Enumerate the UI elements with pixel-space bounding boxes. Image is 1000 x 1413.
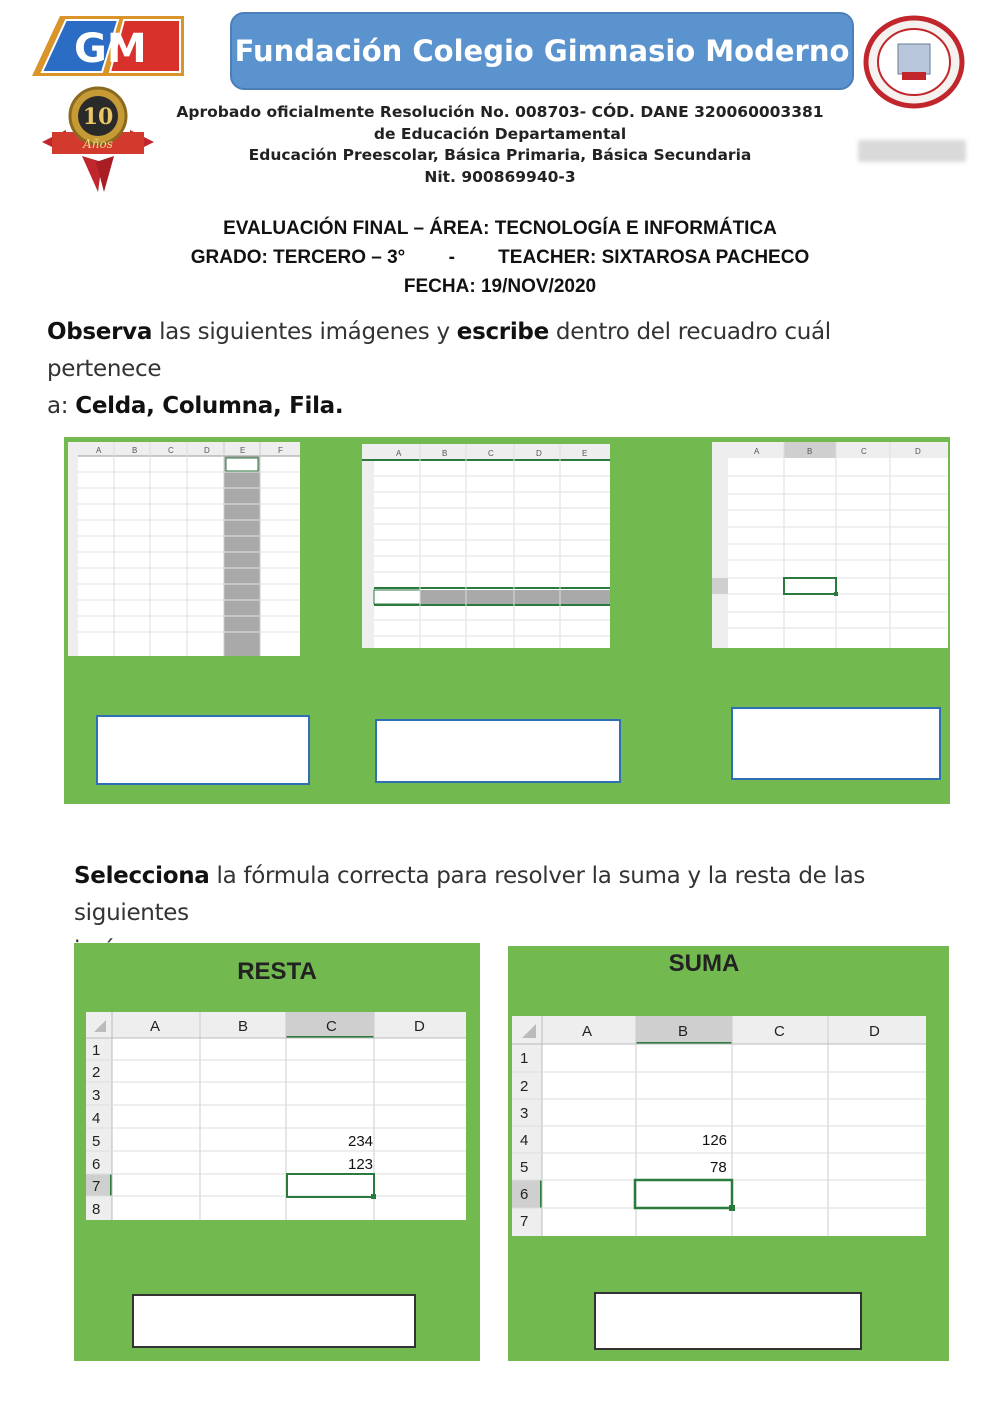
suma-spreadsheet [512, 1016, 926, 1236]
svg-text:B: B [132, 446, 138, 455]
svg-text:B: B [807, 447, 813, 456]
sheet-cell-example [712, 442, 948, 648]
svg-text:C: C [488, 449, 494, 458]
suma-row-5: 5 [520, 1159, 529, 1176]
resta-spreadsheet [86, 1012, 466, 1220]
svg-text:10: 10 [82, 104, 114, 130]
approval-line: Aprobado oficialmente Resolución No. 008703- CÓD. DANE 320060003381 [176, 103, 824, 121]
resta-answer-box[interactable] [132, 1294, 416, 1348]
anniversary-badge [42, 84, 154, 194]
resta-col-d: D [414, 1018, 425, 1035]
suma-row-7: 7 [520, 1213, 529, 1230]
svg-text:E: E [240, 446, 246, 455]
suma-row-4: 4 [520, 1132, 529, 1149]
grade-label: GRADO: TERCERO – 3° [190, 247, 406, 268]
suma-title: SUMA [668, 950, 740, 977]
school-logo [32, 14, 186, 76]
instruction-2: Selecciona la fórmula correcta para resolver la suma y la resta de las siguientes [74, 863, 866, 926]
svg-text:A: A [96, 446, 102, 455]
suma-col-a: A [582, 1023, 593, 1040]
approval-line: Educación Preescolar, Básica Primaria, Básica Secundaria [248, 146, 752, 164]
resta-row-6: 6 [92, 1156, 101, 1173]
svg-text:D: D [915, 447, 921, 456]
resta-row-4: 4 [92, 1110, 101, 1127]
evaluation-header [0, 214, 1000, 301]
resta-value-c6: 123 [348, 1156, 374, 1173]
svg-text:B: B [442, 449, 448, 458]
suma-row-1: 1 [520, 1050, 529, 1067]
sheet-row-example [362, 444, 610, 648]
resta-row-3: 3 [92, 1087, 101, 1104]
resta-row-8: 8 [92, 1201, 101, 1218]
approval-line: Nit. 900869940-3 [424, 167, 576, 186]
suma-value-b4: 126 [702, 1132, 728, 1149]
suma-col-d: D [869, 1023, 880, 1040]
svg-text:C: C [861, 447, 867, 456]
suma-answer-box[interactable] [594, 1292, 862, 1350]
resta-row-2: 2 [92, 1064, 101, 1081]
svg-text:C: C [168, 446, 174, 455]
resta-col-c: C [326, 1018, 337, 1035]
resta-title: RESTA [237, 958, 317, 985]
suma-value-b5: 78 [710, 1159, 727, 1176]
resta-col-a: A [150, 1018, 161, 1035]
suma-col-b: B [678, 1023, 689, 1040]
resta-value-c5: 234 [348, 1133, 374, 1150]
svg-text:E: E [582, 449, 588, 458]
suma-row-3: 3 [520, 1105, 529, 1122]
suma-col-c: C [774, 1023, 785, 1040]
approval-line: de Educación Departamental [373, 124, 627, 143]
svg-text:A: A [754, 447, 760, 456]
answer-box-cell[interactable] [731, 707, 941, 780]
svg-text:GM: GM [74, 26, 147, 72]
sheet-column-example [68, 442, 300, 656]
svg-text:Años: Años [83, 137, 113, 151]
answer-box-row[interactable] [375, 719, 621, 783]
institution-name: Fundación Colegio Gimnasio Moderno [234, 34, 850, 68]
teacher-label: TEACHER: SIXTAROSA PACHECO [498, 247, 810, 268]
suma-row-6: 6 [520, 1186, 529, 1203]
svg-text:F: F [278, 446, 283, 455]
approval-text [146, 102, 854, 188]
answer-box-column[interactable] [96, 715, 310, 785]
svg-text:A: A [396, 449, 402, 458]
resta-col-b: B [238, 1018, 249, 1035]
school-seal [858, 14, 970, 110]
separator: - [448, 247, 455, 268]
suma-row-2: 2 [520, 1078, 529, 1095]
svg-text:D: D [536, 449, 542, 458]
evaluation-title: EVALUACIÓN FINAL – ÁREA: TECNOLOGÍA E INFORMÁTICA [223, 218, 777, 239]
resta-row-1: 1 [92, 1042, 101, 1059]
date-label: FECHA: 19/NOV/2020 [403, 276, 597, 297]
instruction-1: Observa las siguientes imágenes y escribe dentro del recuadro cuál pertenece a: Celda, Columna, Fila. [47, 319, 831, 419]
svg-text:D: D [204, 446, 210, 455]
grade-teacher-line [0, 243, 1000, 272]
blurred-caption [858, 140, 966, 162]
resta-row-5: 5 [92, 1133, 101, 1150]
institution-banner [230, 12, 854, 90]
resta-row-7: 7 [92, 1178, 101, 1195]
